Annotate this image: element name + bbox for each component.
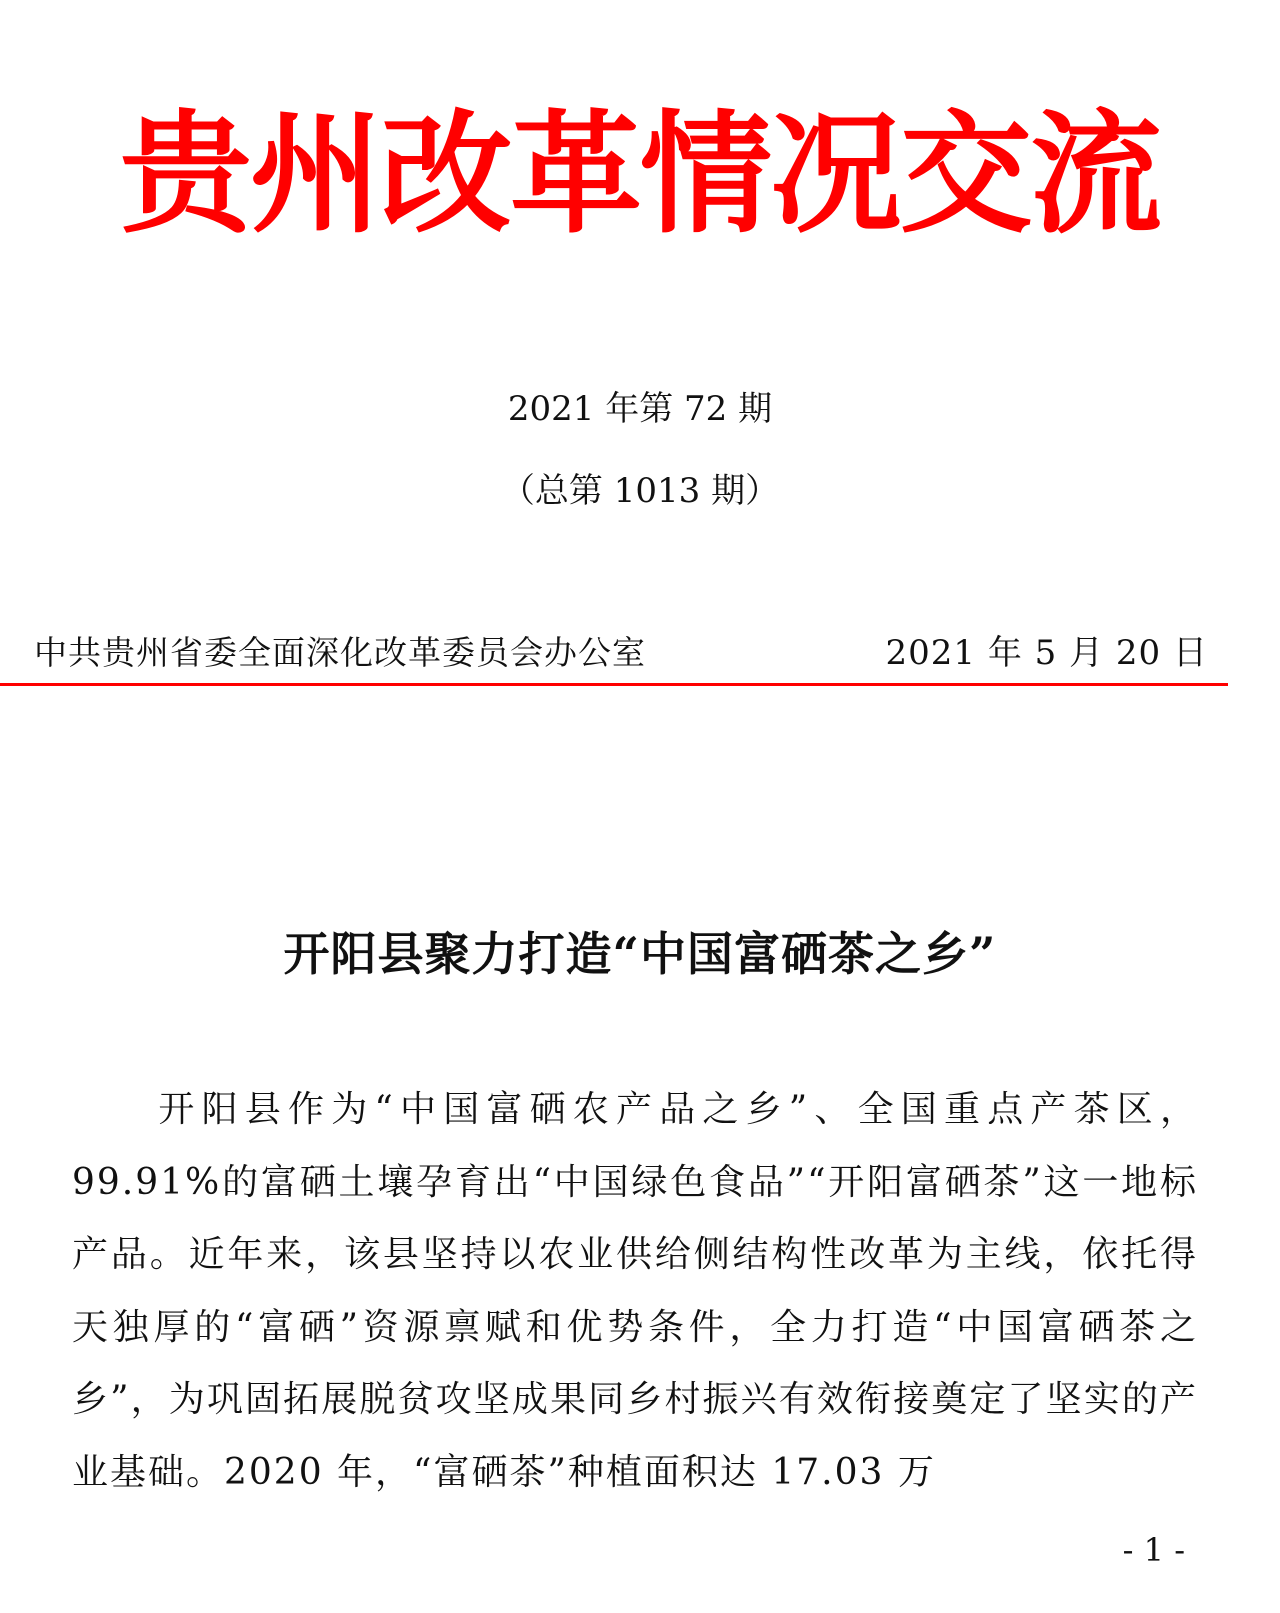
issue-number: 2021 年第 72 期 [507, 389, 773, 429]
page-number: - 1 - [1122, 1531, 1185, 1569]
article-body-paragraph: 开阳县作为“中国富硒农产品之乡”、全国重点产茶区，99.91%的富硒土壤孕育出“中国绿色食品”“开阳富硒茶”这一地标产品。近年来，该县坚持以农业供给侧结构性改革为主线，依托得天独厚的“富硒”资源禀赋和优势条件，全力打造“中国富硒茶之乡”，为巩固拓展脱贫攻坚成果同乡村振兴有效衔接奠定了坚实的产业基础。2020 年，“富硒茶”种植面积达 17.03 万 [72, 1089, 1198, 1493]
article-title: 开阳县聚力打造“中国富硒茶之乡” [283, 927, 997, 981]
masthead-title: 贵州改革情况交流 [120, 98, 1160, 252]
issue-date: 2021 年 5 月 20 日 [885, 633, 1208, 673]
issuing-office: 中共贵州省委全面深化改革委员会办公室 [34, 633, 646, 672]
red-divider-rule [0, 683, 1228, 686]
issue-total-number: （总第 1013 期） [500, 471, 780, 511]
